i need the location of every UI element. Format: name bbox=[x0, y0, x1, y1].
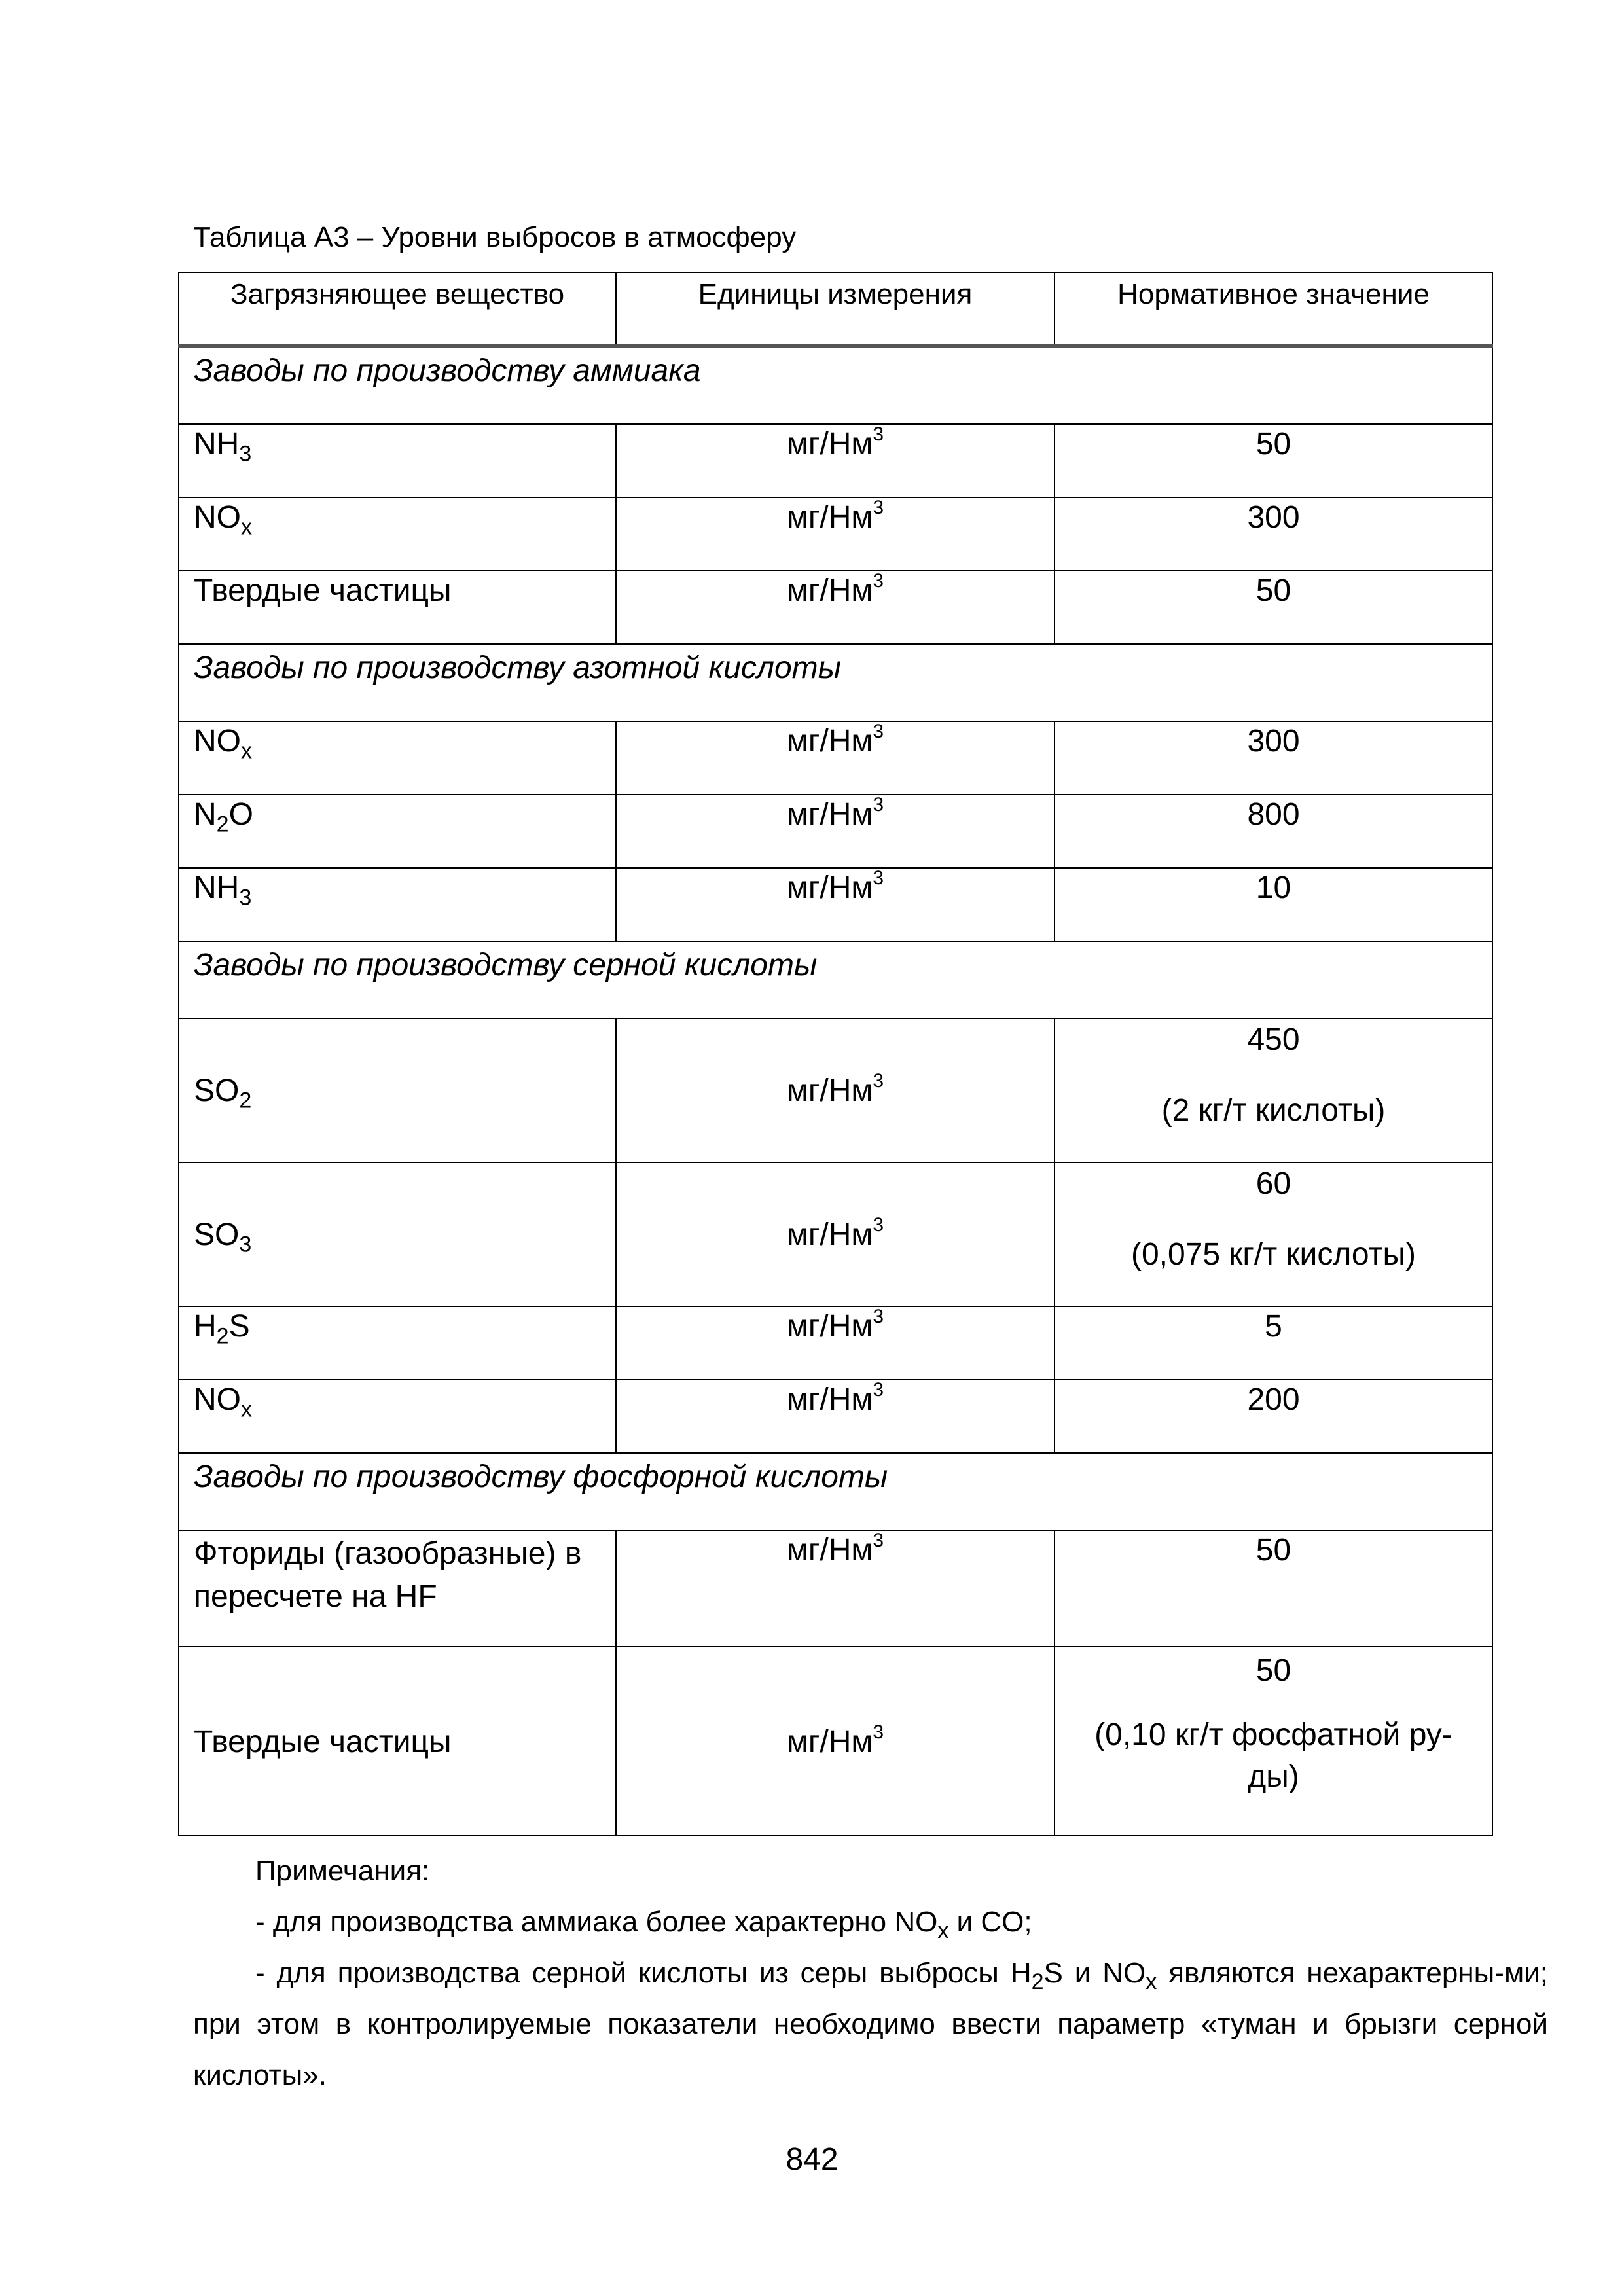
section-row bbox=[179, 644, 1492, 721]
section-title: Заводы по производству азотной кислоты bbox=[179, 644, 1492, 721]
pollutant-cell: Твердые частицы bbox=[179, 1647, 616, 1835]
header-pollutant: Загрязняющее вещество bbox=[179, 272, 616, 346]
section-row bbox=[179, 941, 1492, 1018]
value-cell: 450 (2 кг/т кислоты) bbox=[1055, 1018, 1492, 1162]
value-cell: 10 bbox=[1055, 868, 1492, 941]
pollutant-cell: $NO_x$ bbox=[179, 1380, 616, 1453]
unit-cell: $мг/Нм^3$ bbox=[616, 1018, 1055, 1162]
unit-cell: $мг/Нм^3$ bbox=[616, 1647, 1055, 1835]
pollutant-cell: $H_2S$ bbox=[179, 1306, 616, 1380]
table-caption: Таблица А3 – Уровни выбросов в атмосферу bbox=[193, 221, 797, 253]
value-cell: 50 bbox=[1055, 424, 1492, 497]
value-cell: 200 bbox=[1055, 1380, 1492, 1453]
unit-cell: $мг/Нм^3$ bbox=[616, 1380, 1055, 1453]
pollutant-cell: Твердые частицы bbox=[179, 571, 616, 644]
table-row bbox=[179, 424, 1492, 497]
table-row bbox=[179, 571, 1492, 644]
note-item: - для производства серной кислоты из серы выбросы $H_2S$ и $NO_x$ являются нехарактерны-ми; при этом в контролируемые показатели необходимо ввести параметр «туман и брызги серной кислоты». bbox=[193, 1957, 1548, 2091]
value-cell: 50 bbox=[1055, 1530, 1492, 1647]
section-title: Заводы по производству фосфорной кислоты bbox=[179, 1453, 1492, 1530]
page-number: 842 bbox=[785, 2142, 839, 2177]
value-cell: 300 bbox=[1055, 721, 1492, 795]
table-row bbox=[179, 1647, 1492, 1835]
table-row bbox=[179, 868, 1492, 941]
value-cell: 60 (0,075 кг/т кислоты) bbox=[1055, 1162, 1492, 1306]
header-normative-value: Нормативное значение bbox=[1055, 272, 1492, 346]
unit-cell: $мг/Нм^3$ bbox=[616, 571, 1055, 644]
unit-cell: $мг/Нм^3$ bbox=[616, 795, 1055, 868]
section-row bbox=[179, 1453, 1492, 1530]
section-title: Заводы по производству аммиака bbox=[179, 346, 1492, 424]
pollutant-cell: $NO_x$ bbox=[179, 497, 616, 571]
table-row bbox=[179, 1018, 1492, 1162]
pollutant-cell: $NH_3$ bbox=[179, 424, 616, 497]
section-row bbox=[179, 346, 1492, 424]
pollutant-cell: $SO_2$ bbox=[179, 1018, 616, 1162]
emissions-table bbox=[178, 272, 1493, 1836]
value-cell: 5 bbox=[1055, 1306, 1492, 1380]
unit-cell: $мг/Нм^3$ bbox=[616, 1162, 1055, 1306]
unit-cell: $мг/Нм^3$ bbox=[616, 497, 1055, 571]
unit-cell: $мг/Нм^3$ bbox=[616, 1306, 1055, 1380]
table-row bbox=[179, 1380, 1492, 1453]
pollutant-cell: $NH_3$ bbox=[179, 868, 616, 941]
table-header-row bbox=[179, 272, 1492, 346]
table-row bbox=[179, 1530, 1492, 1647]
pollutant-cell: $N_2O$ bbox=[179, 795, 616, 868]
value-cell: 300 bbox=[1055, 497, 1492, 571]
note-item: - для производства аммиака более характерно $NO_x$ и CO; bbox=[255, 1906, 1032, 1943]
value-cell: 50 bbox=[1055, 571, 1492, 644]
notes-block bbox=[193, 1846, 1548, 2101]
notes-title: Примечания: bbox=[255, 1855, 430, 1887]
table-row bbox=[179, 1306, 1492, 1380]
table-row bbox=[179, 721, 1492, 795]
pollutant-cell: $NO_x$ bbox=[179, 721, 616, 795]
table-row bbox=[179, 795, 1492, 868]
value-cell: 800 bbox=[1055, 795, 1492, 868]
value-cell: 50 (0,10 кг/т фосфатной ру-ды) bbox=[1055, 1647, 1492, 1835]
pollutant-cell: Фториды (газообразные) в пересчете на HF bbox=[179, 1530, 616, 1647]
section-title: Заводы по производству серной кислоты bbox=[179, 941, 1492, 1018]
table-row bbox=[179, 497, 1492, 571]
header-units: Единицы измерения bbox=[616, 272, 1055, 346]
table-row bbox=[179, 1162, 1492, 1306]
pollutant-cell: $SO_3$ bbox=[179, 1162, 616, 1306]
unit-cell: $мг/Нм^3$ bbox=[616, 721, 1055, 795]
unit-cell: $мг/Нм^3$ bbox=[616, 424, 1055, 497]
unit-cell: $мг/Нм^3$ bbox=[616, 1530, 1055, 1647]
unit-cell: $мг/Нм^3$ bbox=[616, 868, 1055, 941]
